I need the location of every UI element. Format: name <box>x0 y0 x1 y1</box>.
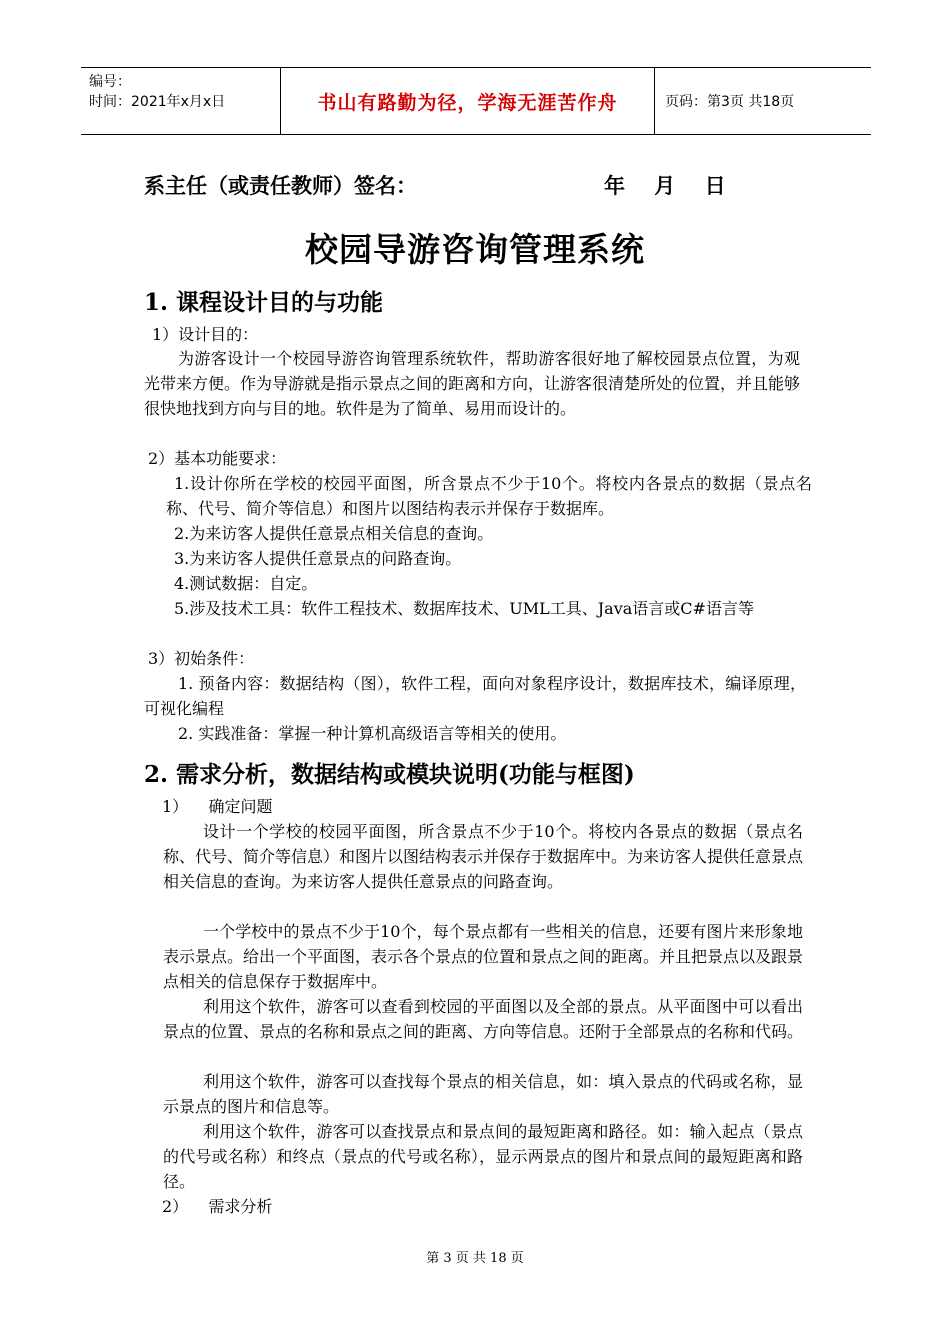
page-label: 页码：第3页 共18页 <box>665 94 795 110</box>
section2-heading: 2. 需求分析，数据结构或模块说明(功能与框图) <box>144 761 635 788</box>
section1-heading: 1. 课程设计目的与功能 <box>144 289 384 316</box>
header-table <box>81 67 871 135</box>
function-item-5: 5.涉及技术工具：软件工程技术、数据库技术、UML工具、Java语言或C#语言等 <box>174 599 754 618</box>
conditions-label: 3）初始条件： <box>148 649 255 668</box>
paragraph-4: 利用这个软件，游客可以查找每个景点的相关信息，如：填入景点的代码或名称，显示景点的图片和信息等。 <box>163 1072 803 1116</box>
subsection-label-1: 1） 确定问题 <box>162 797 273 816</box>
page-footer: 第 3 页 共 18 页 <box>426 1251 524 1266</box>
paragraph-1: 设计一个学校的校园平面图，所含景点不少于10个。将校内各景点的数据（景点名称、代号、简介等信息）和图片以图结构表示并保存于数据库中。为来访客人提供任意景点相关信息的查询。为来访客人提供任意景点的问路查询。 <box>163 822 804 891</box>
function-item-4: 4.测试数据：自定。 <box>174 574 318 593</box>
paragraph-2: 一个学校中的景点不少于10个，每个景点都有一些相关的信息，还要有图片来形象地表示景点。给出一个平面图，表示各个景点的位置和景点之间的距离。并且把景点以及跟景点相关的信息保存于数据库中。 <box>163 922 804 991</box>
condition-item-2: 2. 实践准备：掌握一种计算机高级语言等相关的使用。 <box>178 724 567 743</box>
function-item-3: 3.为来访客人提供任意景点的问路查询。 <box>174 549 462 568</box>
time-label: 时间：2021年x月x日 <box>89 94 226 110</box>
condition-item-1: 1. 预备内容：数据结构（图），软件工程，面向对象程序设计，数据库技术，编译原理，可视化编程 <box>144 674 806 718</box>
motto: 书山有路勤为径，学海无涯苦作舟 <box>281 68 655 134</box>
signature-label: 系主任（或责任教师）签名： <box>144 174 417 198</box>
function-item-2: 2.为来访客人提供任意景点相关信息的查询。 <box>174 524 494 543</box>
subsection-label-2: 2） 需求分析 <box>162 1197 273 1216</box>
paragraph-3: 利用这个软件，游客可以查看到校园的平面图以及全部的景点。从平面图中可以看出景点的位置、景点的名称和景点之间的距离、方向等信息。还附于全部景点的名称和代码。 <box>163 997 804 1041</box>
header-info-cell <box>81 68 281 134</box>
function-item-1: 1.设计你所在学校的校园平面图，所含景点不少于10个。将校内各景点的数据（景点名称、代号、简介等信息）和图片以图结构表示并保存于数据库。 <box>166 474 812 518</box>
purpose-label: 1）设计目的： <box>152 325 259 344</box>
number-label: 编号： <box>89 74 131 90</box>
signature-date: 年 月 日 <box>604 174 726 198</box>
functions-label: 2）基本功能要求： <box>148 449 287 468</box>
purpose-text: 为游客设计一个校园导游咨询管理系统软件，帮助游客很好地了解校园景点位置，为观光带来方便。作为导游就是指示景点之间的距离和方向，让游客很清楚所处的位置，并且能够很快地找到方向与目的地。软件是为了简单、易用而设计的。 <box>144 349 801 418</box>
paragraph-5: 利用这个软件，游客可以查找景点和景点间的最短距离和路径。如：输入起点（景点的代号或名称）和终点（景点的代号或名称），显示两景点的图片和景点间的最短距离和路径。 <box>163 1122 803 1191</box>
document-title: 校园导游咨询管理系统 <box>305 230 645 269</box>
